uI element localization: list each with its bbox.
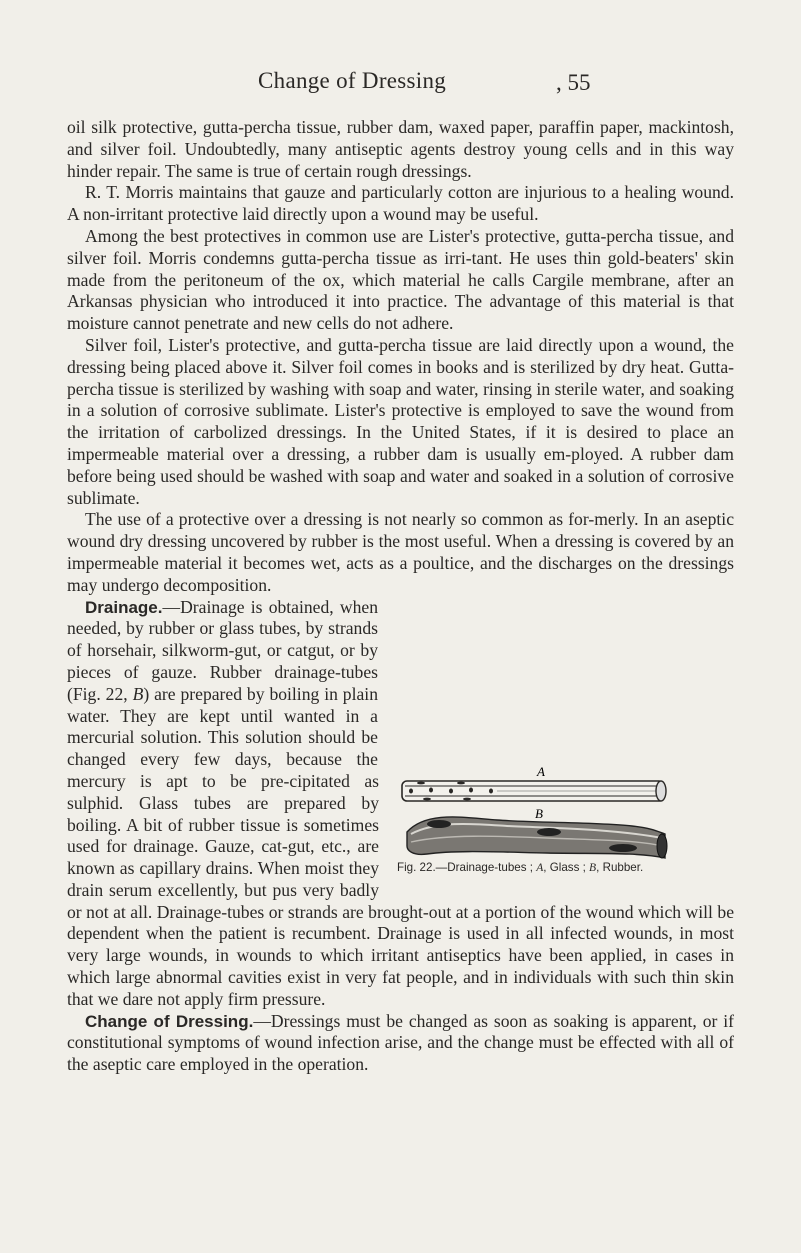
rubber-tube: [407, 817, 667, 858]
drainage-text-b: ) are prepared by boiling in plain water. They are kept until wanted in a mercurial solution. This solution should be changed every few days, because the mercury is apt to be pre-cipitated as sulphid. Glass tubes are prepared by boiling. A bit of rubber tissue is sometimes used for drainage. Gauze, cat-gut, etc., are known as capillary drains. When moist they drain serum excellently, but pus very badly or not at all. Drainage-tubes or strands are brought-out at a portion of the wound which will be dependent when the patient is recumbent. Drainage is used in all infected wounds, in most very large wounds, in wounds to which irritant antiseptics have been applied, in cases in which large abnormal cavities exist in very fat people, and in individuals with such thin skin that we dare not apply firm pressure.: [67, 683, 734, 1009]
drainage-fig-ref: B: [132, 683, 144, 704]
caption-suffix: , Rubber.: [596, 861, 644, 874]
paragraph: oil silk protective, gutta-percha tissue, rubber dam, waxed paper, paraffin paper, mackintosh, and silver foil. Undoubtedly, many antiseptic agents destroy young cells and in this way hinder repair. The same is true of certain rough dressings.: [67, 117, 734, 181]
caption-prefix: Fig. 22.—Drainage-tubes ;: [397, 861, 537, 874]
paragraph-change: [67, 1011, 734, 1076]
change-text: —Dressings must be changed as soon as soaking is apparent, or if constitutional symptoms of wound infection arise, and the change must be effected with all of the aseptic care employed in the operation.: [67, 1010, 734, 1075]
caption-a: A: [536, 861, 544, 874]
label-b: B: [535, 806, 543, 821]
page-number: , 55: [556, 70, 591, 95]
label-a: A: [537, 764, 545, 779]
caption-b: B: [589, 861, 597, 874]
glass-tube: [402, 781, 666, 801]
paragraph: Silver foil, Lister's protective, and gutta-percha tissue are laid directly upon a wound, the dressing being placed above it. Silver foil comes in books and is sterilized by dry heat. Gutta-percha tissue is sterilized by washing with soap and water, rinsing in sterile water, and soaking in a solution of corrosive sublimate. Lister's protective is employed to save the wound from the irritation of carbolized dressings. In the United States, if it is desired to place an impermeable material over a dressing, a rubber dam is usually em-ployed. A rubber dam before being used should be washed with soap and water and soaked in a solution of corrosive sublimate.: [67, 334, 734, 508]
caption-mid: , Glass ;: [543, 861, 590, 874]
body-text: [67, 117, 734, 1076]
drainage-tubes-illustration: [397, 750, 742, 862]
paragraph: R. T. Morris maintains that gauze and particularly cotton are injurious to a healing wound. A non-irritant protective laid directly upon a wound may be useful.: [67, 182, 734, 225]
change-heading: Change of Dressing.: [85, 1011, 254, 1031]
figure-caption: [397, 861, 742, 874]
drainage-heading: Drainage.: [85, 597, 163, 617]
running-title: Change of Dressing: [258, 68, 447, 93]
figure-22: [397, 750, 742, 882]
paragraph: The use of a protective over a dressing is not nearly so common as for-merly. In an aseptic wound dry dressing uncovered by rubber is the most useful. When a dressing is covered by an impermeable material it becomes wet, acts as a poultice, and the discharges on the dressings may undergo decomposition.: [67, 509, 734, 595]
paragraph: Among the best protectives in common use are Lister's protective, gutta-percha tissue, and silver foil. Morris condemns gutta-percha tissue as irri-tant. He uses thin gold-beaters' skin made from the peritoneum of the ox, which material he calls Cargile membrane, after an Arkansas physician who introduced it into practice. The advantage of this material is that moisture cannot penetrate and new cells do not adhere.: [67, 225, 734, 334]
drainage-text-a: —Drainage is obtained, when needed, by rubber or glass tubes, by strands of horsehair, silkworm-gut, or catgut, or by pieces of gauze. Rubber drainage-tubes (Fig. 22,: [67, 596, 378, 704]
